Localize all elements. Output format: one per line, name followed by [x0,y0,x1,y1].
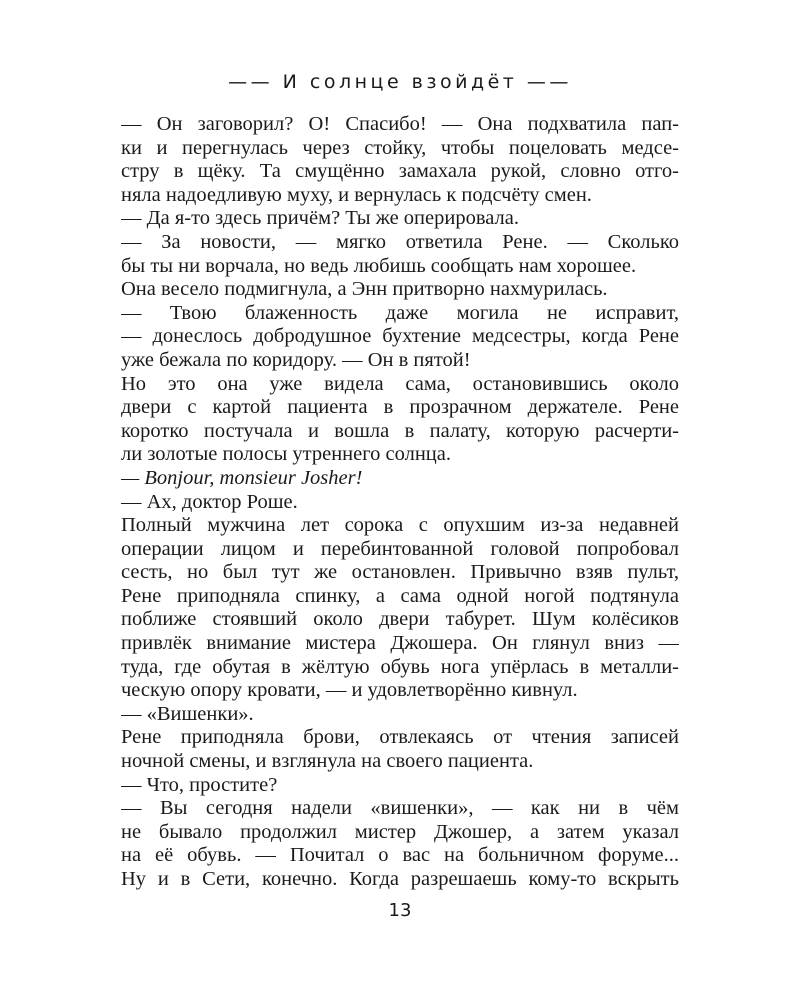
text-line: — донеслось добродушное бухтение медсестры, когда Рене [121,325,679,348]
text-line: туда, где обутая в жёлтую обувь нога упёрлась в металли- [121,655,679,678]
text-line: ческую опору кровати, — и удовлетворённо кивнул. [121,679,578,702]
text-line: — Что, простите? [121,773,278,796]
text-line: ки и перегнулась через стойку, чтобы поцеловать медсе- [121,136,679,159]
page-number: 13 [388,900,412,921]
text-line: — Bonjour, monsieur Josher! [121,466,363,489]
text-line: Но это она уже видела сама, остановившись около [121,372,679,395]
text-line: на её обувь. — Почитал о вас на больничном форуме... [121,844,679,867]
text-line: Полный мужчина лет сорока с опухшим из-за недавней [121,514,679,537]
text-line: операции лицом и перебинтованной головой попробовал [121,537,679,560]
text-line: — Вы сегодня надели «вишенки», — как ни в чём [121,797,679,820]
body-text [121,113,679,892]
text-line: Рене приподняла спинку, а сама одной ногой подтянула [121,584,679,607]
text-line: поближе стоявший около двери табурет. Шум колёсиков [121,608,679,631]
text-line: — Да я-то здесь причём? Ты же оперировала. [121,207,519,230]
text-line: няла надоедливую муху, и вернулась к подсчёту смен. [121,183,592,206]
text-line: ночной смены, и взглянула на своего пациента. [121,750,534,773]
text-line: — «Вишенки». [121,702,254,725]
text-line: уже бежала по коридору. — Он в пятой! [121,348,471,371]
text-line: ли золотые полосы утреннего солнца. [121,443,451,466]
text-line: Ну и в Сети, конечно. Когда разрешаешь кому-то вскрыть [121,868,679,890]
text-line: — За новости, — мягко ответила Рене. — Сколько [121,230,679,253]
text-line: бы ты ни ворчала, но ведь любишь сообщать нам хорошее. [121,254,637,277]
text-line: стру в щёку. Та смущённо замахала рукой, словно отго- [121,160,679,183]
text-line: — Ах, доктор Роше. [121,490,298,513]
text-line: — Он заговорил? О! Спасибо! — Она подхватила пап- [121,113,679,135]
text-line: двери с картой пациента в прозрачном держателе. Рене [121,396,679,419]
text-line: не бывало продолжил мистер Джошер, а затем указал [121,820,679,843]
text-line: — Твою блаженность даже могила не исправит, [121,301,679,324]
text-line: Она весело подмигнула, а Энн притворно нахмурилась. [121,278,608,301]
text-line: Рене приподняла брови, отвлекаясь от чтения записей [121,726,679,749]
text-line: привлёк внимание мистера Джошера. Он глянул вниз — [121,632,679,655]
text-line: сесть, но был тут же остановлен. Привычно взяв пульт, [121,561,679,584]
running-head: —— И солнце взойдёт —— [228,71,572,93]
text-line: коротко постучала и вошла в палату, которую расчерти- [121,419,679,442]
